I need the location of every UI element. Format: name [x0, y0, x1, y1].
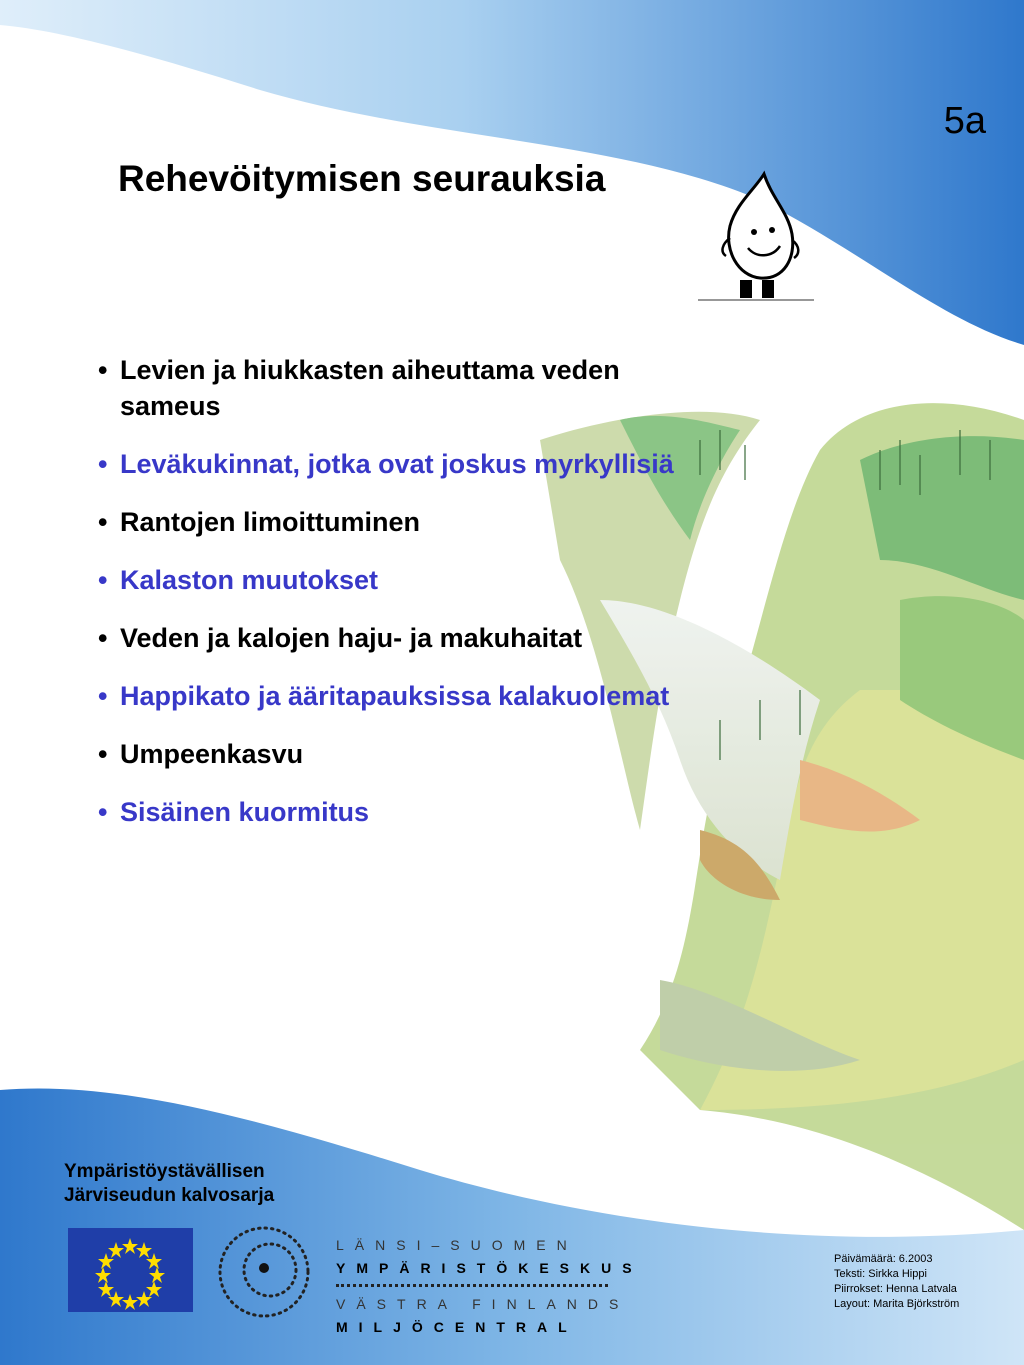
agency-line-3: VÄSTRA FINLANDS: [336, 1296, 630, 1312]
bullet-dot: •: [98, 681, 108, 711]
agency-line-2: YMPÄRISTÖKESKUS: [336, 1260, 643, 1276]
agency-divider: [336, 1280, 608, 1287]
series-line-2: Järviseudun kalvosarja: [64, 1185, 275, 1206]
bullet-item: [98, 794, 698, 830]
bullet-dot: •: [98, 623, 108, 653]
credit-layout: Layout: Marita Björkström: [834, 1298, 960, 1310]
bullet-item: [98, 446, 698, 482]
eu-flag-icon: [68, 1228, 193, 1312]
bullet-dot: •: [98, 449, 108, 479]
bullet-text: Kalaston muutokset: [120, 565, 379, 595]
bullet-text: Veden ja kalojen haju- ja makuhaitat: [120, 623, 583, 653]
bullet-text: Happikato ja ääritapauksissa kalakuolemat: [120, 681, 670, 711]
series-line-1: Ympäristöystävällisen: [64, 1161, 265, 1182]
agency-circle-logo-icon: [214, 1222, 314, 1322]
bullet-item: [98, 504, 698, 540]
bullet-text: Levien ja hiukkasten aiheuttama veden sameus: [120, 355, 620, 421]
bullet-item: [98, 352, 698, 424]
agency-line-1: LÄNSI–SUOMEN: [336, 1237, 578, 1253]
bullet-dot: •: [98, 565, 108, 595]
bullet-dot: •: [98, 355, 108, 385]
credit-date: Päivämäärä: 6.2003: [834, 1253, 933, 1265]
bullet-item: [98, 736, 698, 772]
bullet-list: [98, 352, 698, 852]
bullet-dot: •: [98, 507, 108, 537]
bullet-text: Leväkukinnat, jotka ovat joskus myrkyllisiä: [120, 449, 674, 479]
slide-title: Rehevöitymisen seurauksia: [118, 158, 606, 199]
bullet-item: [98, 620, 698, 656]
agency-logo-text: [336, 1234, 643, 1339]
credit-text: Teksti: Sirkka Hippi: [834, 1268, 927, 1280]
bullet-dot: •: [98, 739, 108, 769]
slide-series-title: [64, 1160, 274, 1208]
bullet-text: Rantojen limoittuminen: [120, 507, 420, 537]
bullet-text: Sisäinen kuormitus: [120, 797, 370, 827]
bullet-item: [98, 562, 698, 598]
bullet-item: [98, 678, 698, 714]
bullet-dot: •: [98, 797, 108, 827]
agency-line-4: MILJÖCENTRAL: [336, 1319, 578, 1335]
credits: [834, 1252, 959, 1312]
bullet-text: Umpeenkasvu: [120, 739, 304, 769]
water-drop-mascot-icon: [696, 168, 816, 308]
credit-drawings: Piirrokset: Henna Latvala: [834, 1283, 957, 1295]
page-number: 5a: [943, 100, 986, 142]
